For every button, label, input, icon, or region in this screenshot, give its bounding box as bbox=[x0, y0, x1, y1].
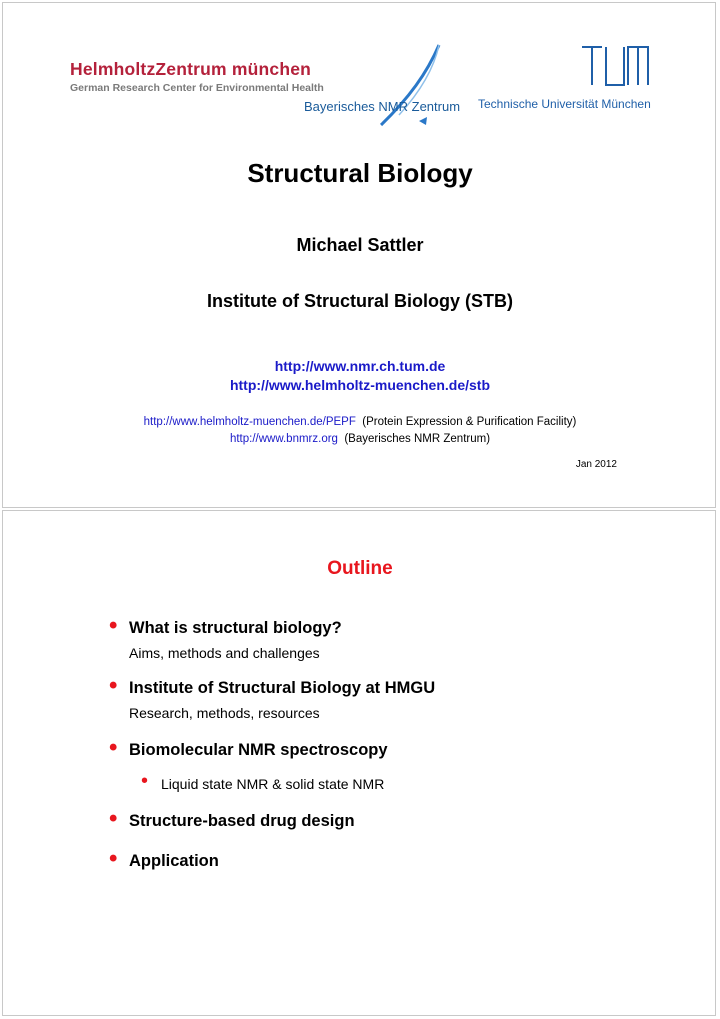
slide-title bbox=[2, 2, 716, 508]
outline-list bbox=[109, 612, 669, 872]
institute-name: Institute of Structural Biology (STB) bbox=[207, 291, 513, 311]
tum-logo-name: Technische Universität München bbox=[478, 97, 651, 111]
pepf-link[interactable]: http://www.helmholtz-muenchen.de/PEPF bbox=[143, 416, 356, 428]
bnmr-logo-name: Bayerisches NMR Zentrum bbox=[304, 99, 461, 114]
bullet-icon: • bbox=[109, 612, 118, 639]
list-item bbox=[109, 612, 669, 661]
bullet-icon: • bbox=[109, 734, 118, 761]
slide-title-heading: Structural Biology bbox=[247, 158, 473, 188]
item-heading: Biomolecular NMR spectroscopy bbox=[129, 741, 388, 759]
helmholtz-logo bbox=[70, 61, 324, 94]
bullet-icon: • bbox=[109, 805, 118, 832]
bnmrz-description: (Bayerisches NMR Zentrum) bbox=[344, 433, 491, 445]
slide-outline bbox=[2, 510, 716, 1016]
helmholtz-logo-name: HelmholtzZentrum münchen bbox=[70, 59, 312, 79]
item-heading: Institute of Structural Biology at HMGU bbox=[129, 679, 436, 697]
slide-date: Jan 2012 bbox=[575, 459, 617, 470]
bnmr-logo bbox=[299, 43, 469, 133]
outline-title: Outline bbox=[327, 558, 393, 579]
helmholtz-logo-subtitle: German Research Center for Environmental Health bbox=[70, 81, 324, 94]
list-item bbox=[109, 672, 669, 721]
sub-item-text: Liquid state NMR & solid state NMR bbox=[161, 776, 385, 792]
bullet-icon: • bbox=[109, 845, 118, 872]
item-detail: Aims, methods and challenges bbox=[129, 645, 320, 661]
helmholtz-stb-link[interactable]: http://www.helmholtz-muenchen.de/stb bbox=[229, 377, 491, 393]
sub-item bbox=[109, 770, 669, 792]
item-heading: What is structural biology? bbox=[129, 619, 342, 637]
tum-logo bbox=[475, 45, 655, 115]
item-heading: Structure-based drug design bbox=[129, 812, 355, 830]
nmr-tum-link[interactable]: http://www.nmr.ch.tum.de bbox=[274, 358, 446, 374]
list-item bbox=[109, 805, 669, 832]
list-item bbox=[109, 734, 669, 792]
item-heading: Application bbox=[129, 852, 219, 870]
resource-line-pepf bbox=[3, 416, 717, 428]
bnmrz-link[interactable]: http://www.bnmrz.org bbox=[229, 433, 338, 445]
author-name: Michael Sattler bbox=[296, 235, 424, 255]
bullet-icon: • bbox=[109, 672, 118, 699]
bnmr-arc-icon bbox=[299, 43, 469, 133]
tum-mark-icon bbox=[580, 45, 650, 87]
bullet-icon: • bbox=[141, 770, 149, 792]
list-item bbox=[109, 845, 669, 872]
pepf-description: (Protein Expression & Purification Facility) bbox=[362, 416, 577, 428]
resource-line-bnmrz bbox=[3, 433, 717, 445]
item-detail: Research, methods, resources bbox=[129, 705, 320, 721]
